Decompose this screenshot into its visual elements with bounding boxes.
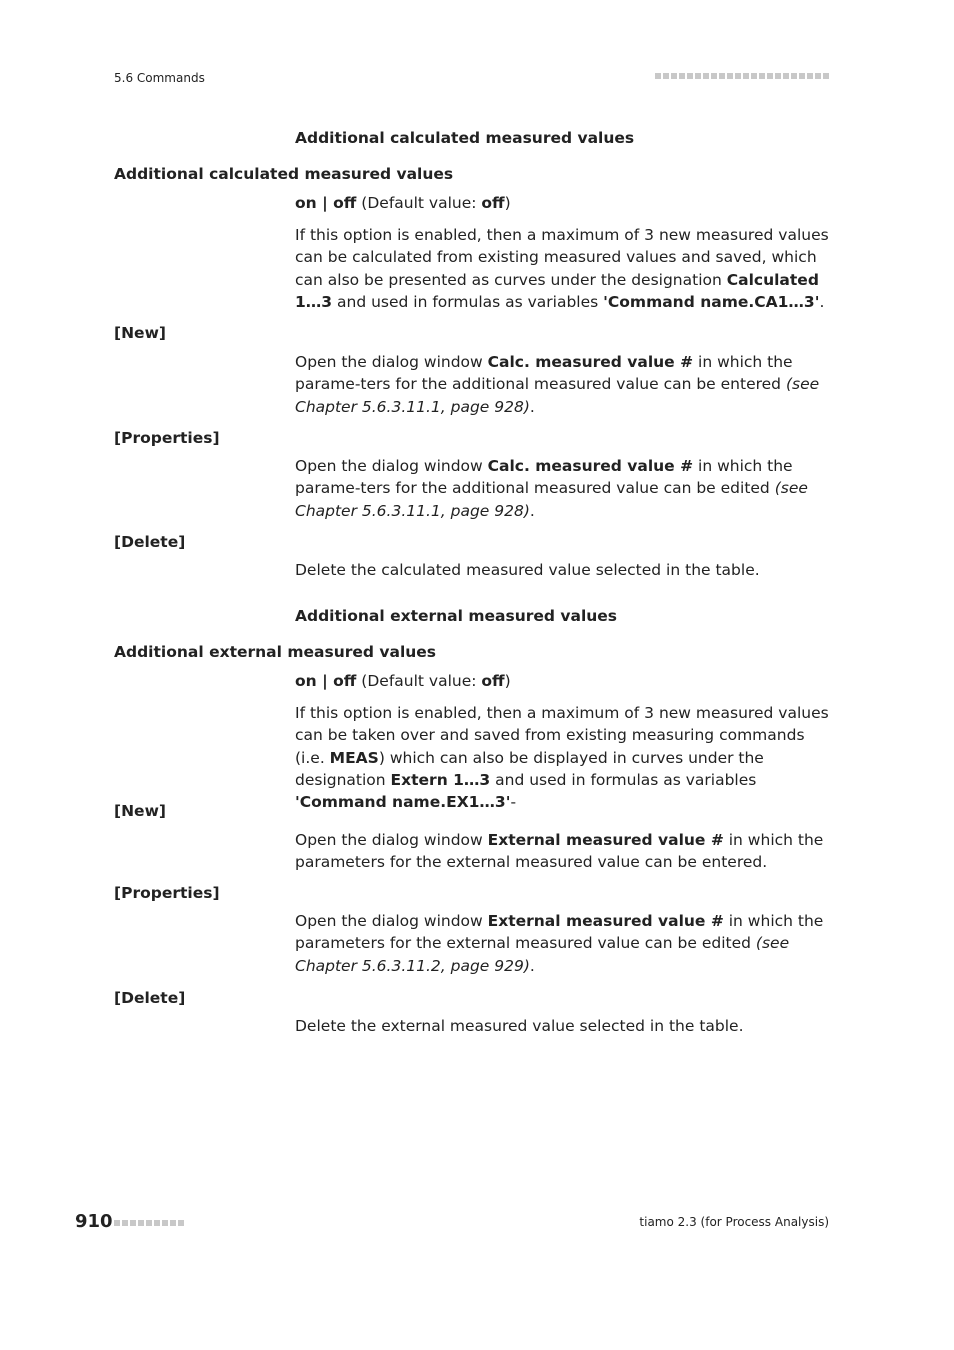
text: If this option is enabled, then a maximum of 3 new measured values can be calculated from existing measured values and saved, which can also be presented as curves under the designation bbox=[295, 226, 829, 289]
command-name: MEAS bbox=[329, 748, 379, 767]
default-value: off bbox=[481, 194, 505, 212]
text: If this option is enabled, then a maximum of 3 new measured values can be taken over and saved from existing measuring commands (i.e. bbox=[295, 704, 829, 767]
calc-new-label: [New] bbox=[114, 324, 166, 342]
designation: Extern 1…3 bbox=[390, 770, 491, 789]
ext-delete-label: [Delete] bbox=[114, 989, 186, 1007]
calc-param-label: Additional calculated measured values bbox=[114, 165, 454, 183]
default-value: off bbox=[481, 672, 505, 690]
ext-options bbox=[295, 670, 829, 692]
option-on: on bbox=[295, 672, 317, 690]
dialog-name: External measured value # bbox=[487, 831, 724, 849]
text: Open the dialog window bbox=[295, 831, 488, 849]
ext-delete-description: Delete the external measured value selected in the table. bbox=[295, 1017, 744, 1035]
text: . bbox=[529, 956, 535, 975]
text: and used in formulas as variables bbox=[490, 770, 757, 789]
footer-product: tiamo 2.3 (for Process Analysis) bbox=[639, 1215, 829, 1229]
dialog-name: Calc. measured value # bbox=[487, 457, 694, 475]
option-on: on bbox=[295, 194, 317, 212]
ext-section-heading: Additional external measured values bbox=[295, 607, 618, 625]
calc-description bbox=[295, 224, 829, 313]
dialog-name: Calc. measured value # bbox=[487, 353, 694, 371]
default-suffix: ) bbox=[504, 194, 511, 212]
text: in which the parameters for the external measured value can be entered. bbox=[295, 831, 824, 872]
footer-decoration bbox=[114, 1220, 184, 1226]
ext-new-description bbox=[295, 829, 829, 874]
variable-name: 'Command name.EX1…3' bbox=[295, 793, 511, 812]
header-decoration bbox=[655, 73, 829, 79]
text: . bbox=[529, 501, 535, 520]
ext-properties-description bbox=[295, 910, 829, 977]
option-off: off bbox=[333, 672, 357, 690]
default-prefix: (Default value: bbox=[356, 672, 482, 690]
cross-reference: (see Chapter 5.6.3.11.2, page 929) bbox=[295, 934, 790, 975]
calc-new-description bbox=[295, 351, 829, 418]
default-suffix: ) bbox=[504, 672, 511, 690]
option-separator: | bbox=[316, 194, 334, 212]
text: in which the parame-ters for the additional measured value can be entered bbox=[295, 353, 793, 394]
text: Open the dialog window bbox=[295, 912, 488, 930]
ext-param-label: Additional external measured values bbox=[114, 643, 437, 661]
cross-reference: (see Chapter 5.6.3.11.1, page 928) bbox=[295, 375, 820, 416]
calc-section-heading: Additional calculated measured values bbox=[295, 129, 635, 147]
option-separator: | bbox=[316, 672, 334, 690]
calc-options bbox=[295, 192, 829, 214]
calc-properties-description bbox=[295, 455, 829, 522]
text: in which the parame-ters for the additional measured value can be edited bbox=[295, 457, 793, 498]
text: . bbox=[529, 397, 535, 416]
text: and used in formulas as variables bbox=[332, 292, 604, 311]
dialog-name: External measured value # bbox=[487, 912, 724, 930]
ext-properties-label: [Properties] bbox=[114, 884, 220, 902]
text: Open the dialog window bbox=[295, 353, 488, 371]
text: in which the parameters for the external measured value can be edited bbox=[295, 912, 824, 953]
variable-name: 'Command name.CA1…3' bbox=[603, 292, 820, 311]
ext-new-label: [New] bbox=[114, 802, 166, 820]
ext-description bbox=[295, 702, 829, 813]
default-prefix: (Default value: bbox=[356, 194, 482, 212]
calc-properties-label: [Properties] bbox=[114, 429, 220, 447]
text: - bbox=[510, 793, 517, 812]
designation: Calculated 1…3 bbox=[295, 270, 819, 311]
text: ) which can also be displayed in curves under the designation bbox=[295, 748, 764, 789]
cross-reference: (see Chapter 5.6.3.11.1, page 928) bbox=[295, 479, 808, 520]
text: . bbox=[819, 292, 825, 311]
calc-delete-description: Delete the calculated measured value selected in the table. bbox=[295, 561, 760, 579]
running-header-section: 5.6 Commands bbox=[114, 71, 205, 85]
option-off: off bbox=[333, 194, 357, 212]
page-number: 910 bbox=[75, 1211, 113, 1232]
text: Open the dialog window bbox=[295, 457, 488, 475]
calc-delete-label: [Delete] bbox=[114, 533, 186, 551]
